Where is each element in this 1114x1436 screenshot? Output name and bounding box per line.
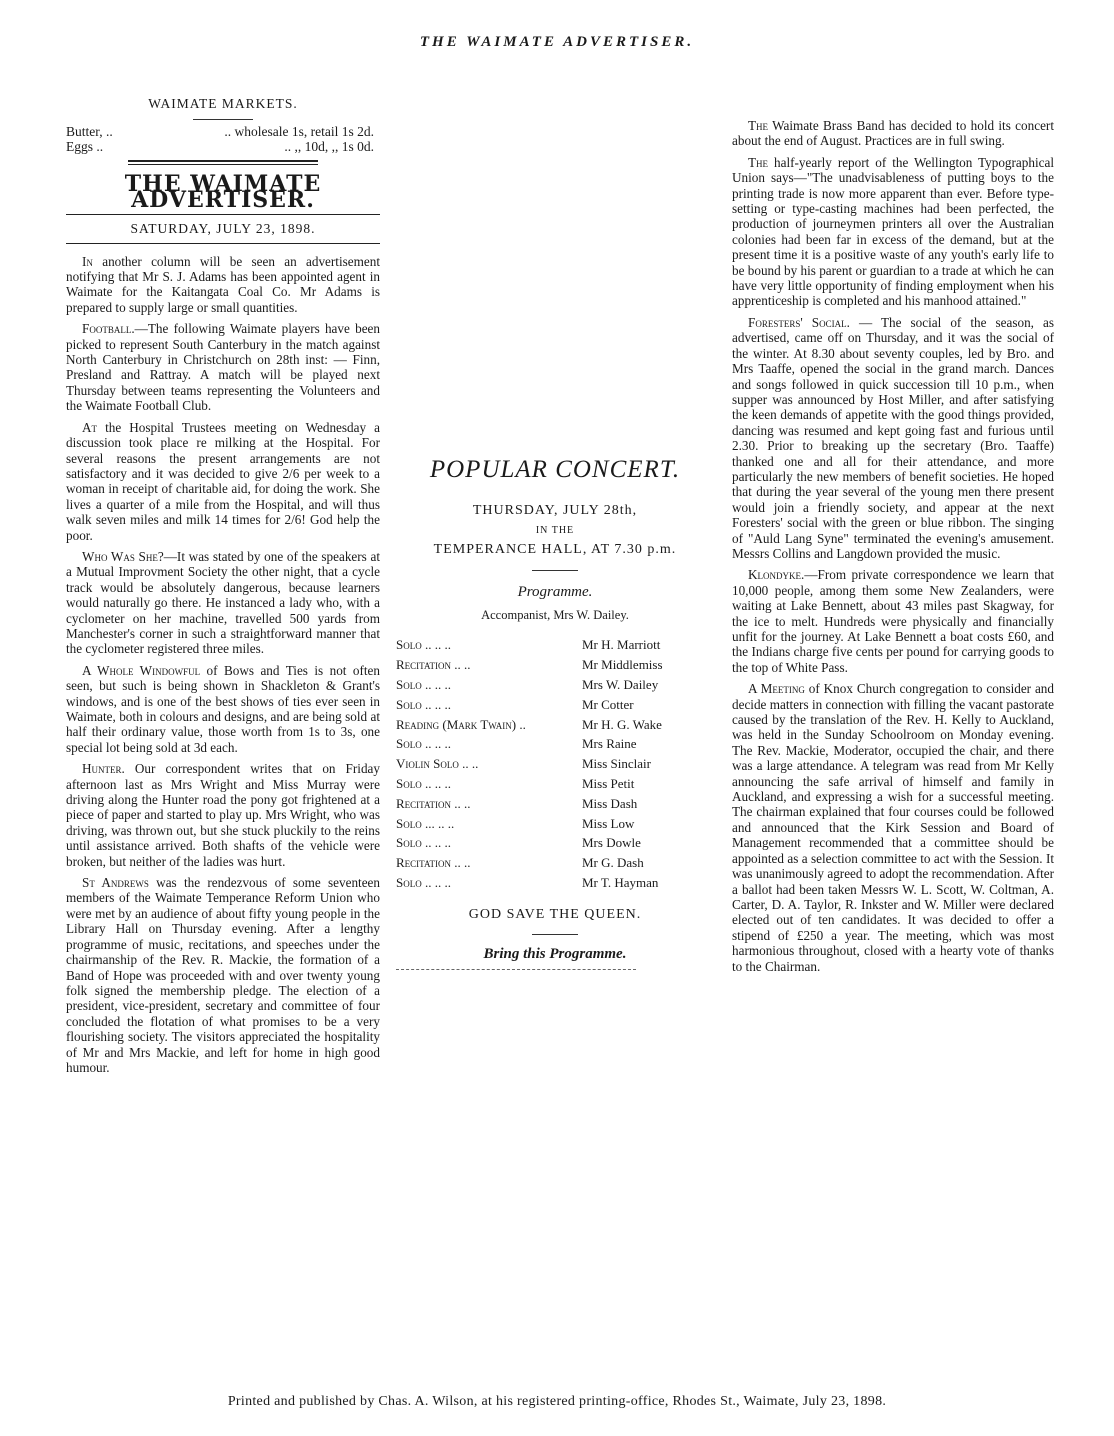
dashed-rule [396, 969, 636, 970]
market-prices: .. wholesale 1s, retail 1s 2d. [224, 124, 374, 140]
article-text: half-yearly report of the Wellington Typographical Union says—"The unadvisableness of putting boys to the printing trade is now more apparent than ever. Before type-setting or type-casting machines had been perfected, the production of journeymen printers all over the Australian colonies had been far in excess of the demand, but at the present time it is a positive waste of any youth's early life to be bound by his parent or guardian to a trade at which he can have very little opportunity of finding employment when his apprenticeship is completed and his manhood attained." [732, 154, 1054, 309]
article-lead: Hunter. [82, 761, 125, 777]
article-text: of Bows and Ties is not often seen, but such is being shown in Shackleton & Grant's windows, and is one of the best shows of ties ever seen in Waimate, both in colours and designs, and are being sold at half their ordinary value, those worth from 1s to 3s, one special lot being sold at 3d each. [66, 662, 380, 755]
programme-performer: Mrs W. Dailey [582, 677, 659, 693]
programme-performer: Miss Dash [582, 795, 638, 811]
page-masthead: THE WAIMATE ADVERTISER. [419, 34, 695, 50]
concert-in-the: IN THE [535, 524, 575, 536]
article-lead: Football. [82, 321, 135, 337]
programme-item-type: Solo .. .. .. [396, 736, 451, 752]
programme-item [396, 833, 714, 853]
programme-performer: Miss Low [582, 815, 635, 831]
article-paragraph [66, 254, 380, 316]
article-lead: Klondyke. [748, 567, 805, 583]
programme-performer: Mr G. Dash [582, 855, 644, 871]
article-paragraph [66, 420, 380, 543]
market-row-butter [66, 124, 380, 139]
left-column [66, 96, 380, 1081]
programme-item [396, 814, 714, 834]
article-text: Waimate Brass Band has decided to hold its concert about the end of August. Practices are in full swing. [732, 118, 1054, 149]
programme-item [396, 675, 714, 695]
concert-column [396, 456, 714, 970]
programme-item-type: Recitation .. .. [396, 657, 471, 673]
programme-performer: Mr H. G. Wake [582, 716, 662, 732]
article-paragraph [66, 875, 380, 1075]
programme-performer: Mr Cotter [582, 696, 634, 712]
left-articles [66, 254, 380, 1076]
article-paragraph [66, 321, 380, 413]
programme-item [396, 873, 714, 893]
imprint-footer: Printed and published by Chas. A. Wilson, at his registered printing-office, Rhodes St., Waimate, July 23, 1898. [227, 1394, 887, 1409]
market-row-eggs [66, 139, 380, 154]
markets-rule [193, 119, 253, 120]
article-paragraph [732, 681, 1054, 974]
concert-title: POPULAR CONCERT. [429, 456, 681, 483]
programme-performer: Mrs Dowle [582, 835, 641, 851]
bring-programme: Bring this Programme. [483, 946, 627, 963]
article-lead: A Meeting [748, 681, 805, 697]
programme-item [396, 774, 714, 794]
programme-item-type: Reading (Mark Twain) .. [396, 716, 526, 732]
right-column [732, 118, 1054, 980]
article-text: of Knox Church congregation to consider and decide matters in connection with filling the vacant pastorate caused by the translation of the Rev. H. Kelly to Auckland, was held in the Sunday Schoolroom on Monday evening. The Rev. Mackie, Moderator, occupied the chair, and there was a large attendance. A telegram was read from Mr Kelly announcing the safe arrival of himself and family in Auckland, and expressing a wish for a successful meeting. The chairman explained that four courses could be followed and announced that the Kirk Session and Board of Management recommended that a committee should be appointed as a selection committee to act with the Session. It was unanimously agreed to adopt the recommendation. After a ballot had been taken Messrs W. L. Scott, W. Coltman, A. Carter, D. A. Taylor, R. Inkster and W. Miller were declared elected out of ten candidates. It was decided to offer a stipend of £250 a year. The meeting, which was most harmonious throughout, closed with a hearty vote of thanks to the Chairman. [732, 681, 1054, 974]
programme-performer: Miss Petit [582, 776, 635, 792]
article-lead: St Andrews [82, 875, 149, 891]
article-lead: The [748, 118, 769, 133]
programme-performer: Mrs Raine [582, 736, 637, 752]
article-lead: The [748, 154, 769, 170]
article-text: —From private correspondence we learn that 10,000 people, among them some New Zealanders, were waiting at Lake Bennett, about 43 miles past Skagway, for the ice to melt. Hundreds were physically and financially unfit for the journey. At Lake Bennett a boat costs £60, and the Indians charge five cents per pound for carrying goods to the top of White Pass. [732, 567, 1054, 675]
programme-item-type: Recitation .. .. [396, 855, 471, 871]
article-text: —The following Waimate players have been picked to represent South Canterbury in the match against North Canterbury in Christchurch on 28th inst: — Finn, Presland and Rattray. A match will be played next Thursday between teams representing the Volunteers and the Waimate Football Club. [66, 321, 380, 414]
programme-item [396, 853, 714, 873]
programme-item-type: Violin Solo .. .. [396, 756, 479, 772]
concert-rule-2 [532, 934, 578, 935]
programme-item [396, 715, 714, 735]
article-lead: At [82, 419, 98, 435]
article-lead: Foresters' Social. [748, 314, 850, 330]
concert-venue: TEMPERANCE HALL, AT 7.30 p.m. [433, 542, 677, 558]
concert-rule [532, 570, 578, 571]
programme-list [396, 635, 714, 892]
programme-item [396, 794, 714, 814]
god-save-the-queen: GOD SAVE THE QUEEN. [468, 906, 642, 922]
programme-heading: Programme. [517, 583, 593, 600]
programme-item [396, 695, 714, 715]
accompanist: Accompanist, Mrs W. Dailey. [481, 608, 629, 623]
article-lead: In [82, 253, 93, 269]
article-lead: A Whole Windowful [82, 662, 201, 678]
date-line: SATURDAY, JULY 23, 1898. [66, 214, 380, 243]
programme-item [396, 734, 714, 754]
programme-item-type: Solo .. .. .. [396, 875, 451, 890]
article-lead: Who Was She? [82, 548, 164, 564]
programme-item-type: Recitation .. .. [396, 795, 471, 811]
article-text: was the rendezvous of some seventeen members of the Waimate Temperance Reform Union who were met by an audience of about fifty young people in the Library Hall on Thursday evening. After a lengthy programme of music, recitations, and speeches under the chairmanship of the Rev. R. Mackie, the formation of a Band of Hope was proceeded with and over twenty young folk signed the membership pledge. The election of a president, vice-president, secretary and committee of four concluded the flotation of what promises to be a very flourishing society. The visitors appreciated the hospitality of Mr and Mrs Mackie, and left for home in high good humour. [66, 875, 380, 1075]
article-paragraph [66, 549, 380, 657]
programme-item-type: Solo .. .. .. [396, 677, 451, 693]
programme-item-type: Solo .. .. .. [396, 696, 451, 712]
article-paragraph [732, 315, 1054, 562]
right-articles [732, 118, 1054, 974]
programme-item-type: Solo .. .. .. [396, 776, 451, 792]
programme-performer: Mr H. Marriott [582, 637, 661, 653]
article-text: the Hospital Trustees meeting on Wednesday a discussion took place re milking at the Hospital. For several reasons the present arrangements are not satisfactory and it was decided to give 2/6 per week to a woman in receipt of charitable aid, for doing the work. She lives a quarter of a mile from the Hospital, and will thus walk seven miles and milk 14 times for 2/6! God help the poor. [66, 419, 380, 543]
article-text: —It was stated by one of the speakers at a Mutual Improvment Society the other night, that a cycle track would be absolutely dangerous, because learners would naturally go there. He instanced a lady who, with a cyclometer on her machine, travelled 500 yards from Manchester's corner in such a straightforward manner that the cyclometer registered three miles. [66, 548, 380, 657]
article-paragraph [732, 155, 1054, 309]
programme-item [396, 655, 714, 675]
markets-title: WAIMATE MARKETS. [148, 96, 298, 111]
programme-item-type: Solo .. .. .. [396, 637, 451, 653]
programme-item-type: Solo .. .. .. [396, 835, 451, 851]
programme-performer: Mr Middlemiss [582, 657, 663, 673]
article-text: another column will be seen an advertisement notifying that Mr S. J. Adams has been appointed agent in Waimate for the Kaitangata Coal Co. Mr Adams is prepared to supply large or small quantities. [66, 253, 380, 315]
programme-item-type: Solo ... .. .. [396, 815, 455, 831]
concert-date: THURSDAY, JULY 28th, [472, 503, 638, 519]
programme-item [396, 635, 714, 655]
market-item: Eggs .. [66, 139, 104, 155]
article-paragraph [66, 761, 380, 869]
article-paragraph [732, 567, 1054, 675]
paper-name: THE WAIMATE ADVERTISER. [124, 171, 322, 213]
article-paragraph [66, 663, 380, 755]
market-prices: .. ,, 10d, ,, 1s 0d. [284, 139, 374, 155]
programme-performer: Miss Sinclair [582, 756, 651, 772]
programme-performer: Mr T. Hayman [582, 875, 659, 890]
article-text: Our correspondent writes that on Friday afternoon last as Mrs Wright and Miss Murray were driving along the Hunter road the pony got frightened at a piece of paper and started to play up. Mrs Wright, who was driving, was thrown out, but she stuck pluckily to the reins until assistance arrived. Both shafts of the vehicle were broken, but neither of the ladies was hurt. [66, 761, 380, 869]
article-paragraph [732, 118, 1054, 149]
article-text: — The social of the season, as advertised, came off on Thursday, and it was the social of the winter. At 8.30 about seventy couples, led by Bro. and Mrs Taaffe, opened the social in the grand march. Dances and songs followed in quick succession till 10 p.m., when supper was announced by Host Miller, and after satisfying the keen demands of appetite with the good things provided, dancing was resumed and kept going fast and furious until 2.30. Prior to breaking up the secretary (Bro. Taaffe) thanked one and all for their attendance, and more particularly the new members of benefit societies. He hoped that during the year several of the young men there present would join a friendly society, and appear at the next Foresters' social with the green or blue ribbon. The singing of "Auld Lang Syne" terminated the evening's amusement. Messrs Collins and Langdown provided the music. [732, 314, 1054, 561]
programme-item [396, 754, 714, 774]
market-item: Butter, .. [66, 124, 113, 140]
heavy-rule [128, 160, 318, 165]
markets-table [66, 124, 380, 154]
